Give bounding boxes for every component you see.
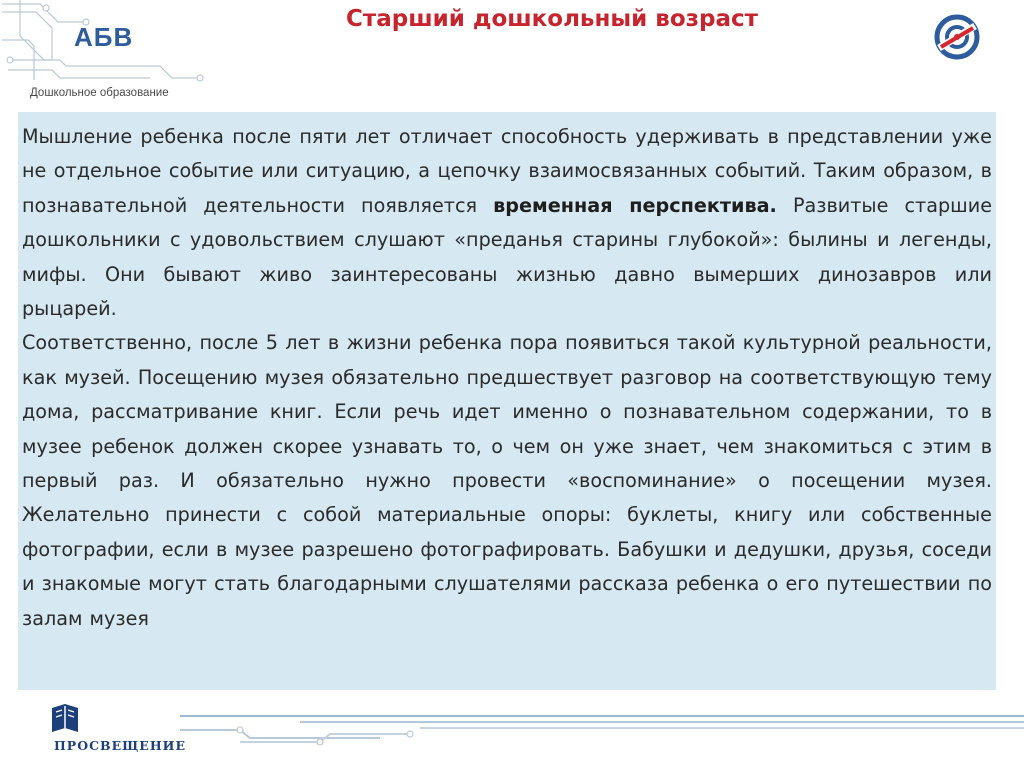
publisher-name: ПРОСВЕЩЕНИЕ — [54, 738, 186, 753]
slide-title: Старший дошкольный возраст — [346, 6, 758, 32]
education-emblem-icon — [932, 12, 982, 62]
content-panel — [18, 112, 996, 690]
brand-logo-text: АБВ — [74, 22, 134, 52]
footer-decoration — [180, 712, 1024, 752]
highlight-temporal-perspective: временная перспектива. — [493, 193, 777, 217]
brand-subtitle: Дошкольное образование — [30, 87, 169, 99]
prosveshchenie-book-icon — [50, 702, 80, 736]
paragraph-1-start: Мышление ребенка после пяти лет отличает способность удерживать в представлении уже не отдельное событие или ситуацию, а цепочку взаимосвязанных событий. Таким образом, в познавательной деятельности появляется — [22, 125, 992, 217]
paragraph-1-end: Развитые старшие дошкольники с удовольствием слушают «преданья старины глубокой»: былины и легенды, мифы. Они бывают живо заинтересованы жизнью давно вымерших динозавров или рыцарей. — [22, 193, 992, 321]
paragraph-2: Соответственно, после 5 лет в жизни ребенка пора появиться такой культурной реальности, как музей. Посещению музея обязательно предшествует разговор на соответствующую тему дома, рассматривание книг. Если речь идет именно о познавательном содержании, то в музее ребенок должен скорее узнавать то, о чем он уже знает, чем знакомиться с этим в первый раз. И обязательно нужно провести «воспоминание» о посещении музея. Желательно принести с собой материальные опоры: буклеты, книгу или собственные фотографии, если в музее разрешено фотографировать. Бабушки и дедушки, друзья, соседи и знакомые могут стать благодарными слушателями рассказа ребенка о его путешествии по залам музея — [22, 331, 992, 630]
paragraph-1 — [22, 120, 992, 326]
